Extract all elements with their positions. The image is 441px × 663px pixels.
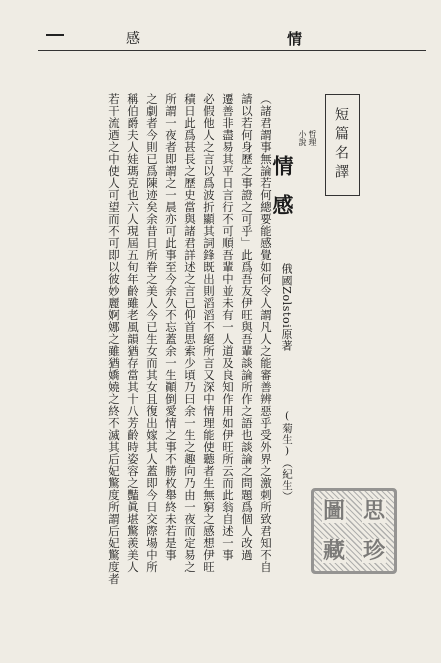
- series-label: 短篇名譯: [333, 107, 349, 183]
- body-column-6: 所謂一夜者即謂之一晨亦可此事至今余久不忘蓋余一生顚倒愛情之事不勝枚舉終未若是事: [164, 93, 178, 561]
- series-label-box: [325, 94, 360, 196]
- running-head-mark: 感: [126, 31, 140, 47]
- subtitle-line-1: 哲理: [308, 130, 317, 146]
- running-head-title: 情: [287, 30, 303, 48]
- library-seal-stamp: 圖 思 藏 珍: [311, 488, 397, 574]
- body-column-1: （諸君謂事無論若何總要能感覺如何令人謂凡人之能審善辨惡乎受外界之激刺所致君知不自: [259, 93, 273, 573]
- body-column-3: 遷善非盡易其平日言行不可順吾輩中並未有一人道及良知作用如伊旺所云而此翁自述一事: [221, 93, 235, 561]
- header-rule: [38, 50, 426, 51]
- body-column-8: 稱伯爵夫人娃瑪克也六人現屆五旬年齡雖老風韻猶存當其十八芳齡時姿容之豔眞堪驚羨美人: [126, 93, 140, 573]
- body-column-5: 積日此爲甚長之歷史當與諸君詳述之言已仰首思索少頃乃曰余一生之趣向乃由一夜而定易之: [183, 93, 197, 573]
- subtitle-line-2: 小說: [298, 130, 307, 146]
- body-column-4: 必假他人之言以爲波折顯其詞鋒既出則滔滔不絕所言又深中情理能使聽者生無窮之感想伊旺: [202, 93, 216, 573]
- body-column-7: 之劇者今則已爲陳迹矣余昔日所眷之美人今已生女而其女且復出嫁其人蓋即今日交際場中所: [145, 93, 159, 573]
- body-column-2: 請以若何身歷之事證之可乎」此爲吾友伊旺與吾輩談論所作之語也談論之問題爲個人改過: [240, 93, 254, 561]
- header-dash: [46, 34, 64, 36]
- author-credit: 俄國Zolstoi原著: [280, 263, 293, 352]
- body-column-9: 若干流迺之中使人可望而不可即以彼妙麗婀娜之雖猶嬌嬈之終不滅其后妃驚度所謂后妃驚度者: [107, 93, 121, 585]
- story-title: 情感: [270, 155, 295, 233]
- translator-credit: (菊生)（紀生）: [281, 410, 293, 502]
